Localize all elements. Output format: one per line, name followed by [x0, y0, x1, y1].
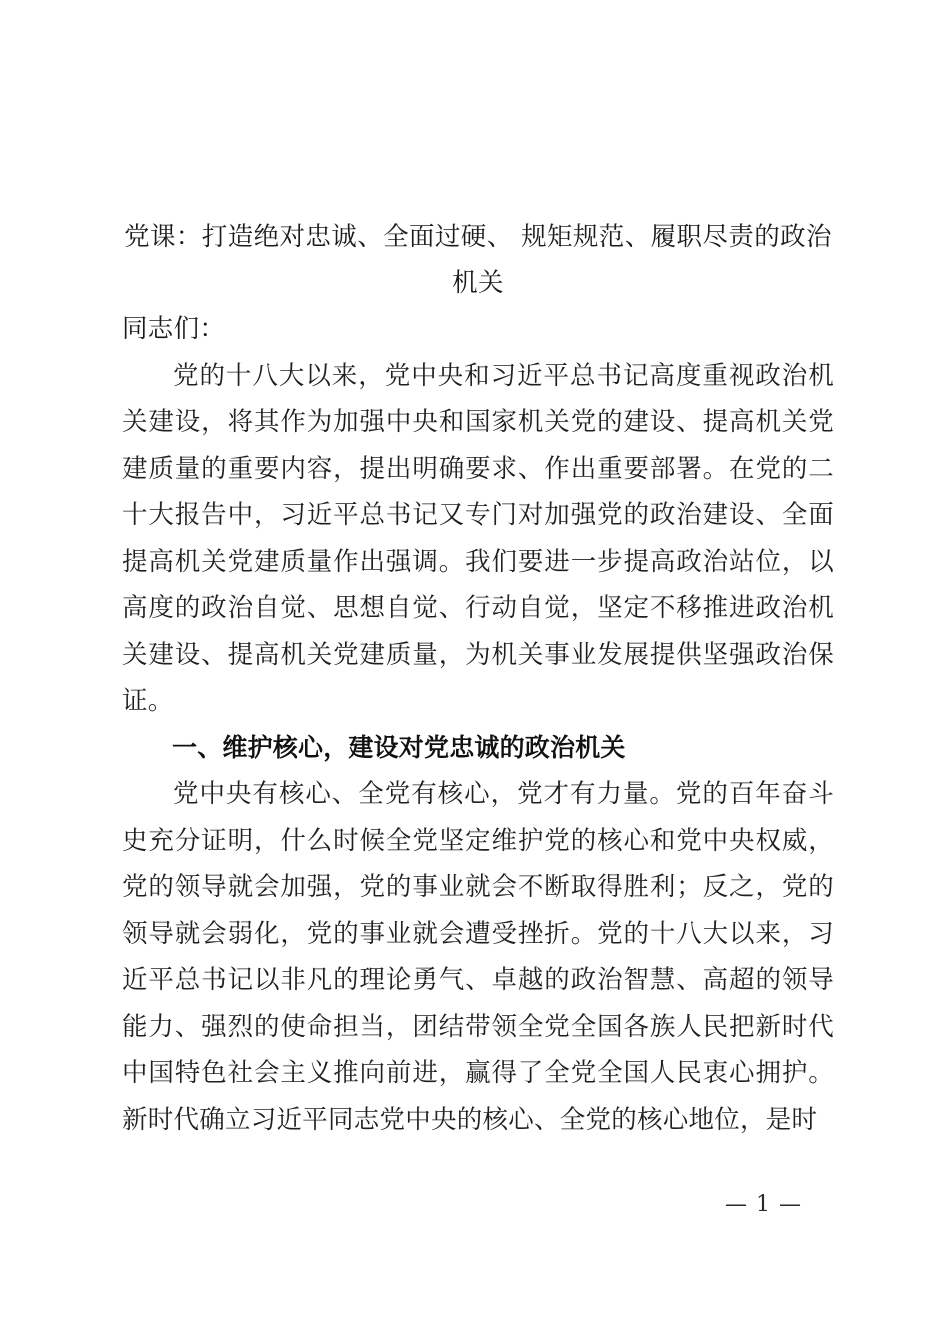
- salutation: 同志们：: [122, 314, 226, 344]
- page-title: 党课：打造绝对忠诚、全面过硬、 规矩规范、履职尽责的政治机关: [124, 222, 832, 298]
- page-number-footer: — 1 —: [725, 1192, 802, 1217]
- document-body: [122, 214, 834, 1143]
- section-heading-1: 一、维护核心，建设对党忠诚的政治机关: [172, 732, 626, 762]
- paragraph-intro: 党的十八大以来，党中央和习近平总书记高度重视政治机关建设，将其作为加强中央和国家机关党的建设、提高机关党建质量的重要内容，提出明确要求、作出重要部署。在党的二十大报告中，习近平总书记又专门对加强党的政治建设、全面提高机关党建质量作出强调。我们要进一步提高政治站位，以高度的政治自觉、思想自觉、行动自觉，坚定不移推进政治机关建设、提高机关党建质量，为机关事业发展提供坚强政治保证。: [122, 360, 834, 716]
- paragraph-section-1-p1: 党中央有核心、全党有核心，党才有力量。党的百年奋斗史充分证明，什么时候全党坚定维护党的核心和党中央权威，党的领导就会加强，党的事业就会不断取得胜利；反之，党的领导就会弱化，党的事业就会遭受挫折。党的十八大以来，习近平总书记以非凡的理论勇气、卓越的政治智慧、高超的领导能力、强烈的使命担当，团结带领全党全国各族人民把新时代中国特色社会主义推向前进，赢得了全党全国人民衷心拥护。新时代确立习近平同志党中央的核心、全党的核心地位，是时: [122, 779, 834, 1135]
